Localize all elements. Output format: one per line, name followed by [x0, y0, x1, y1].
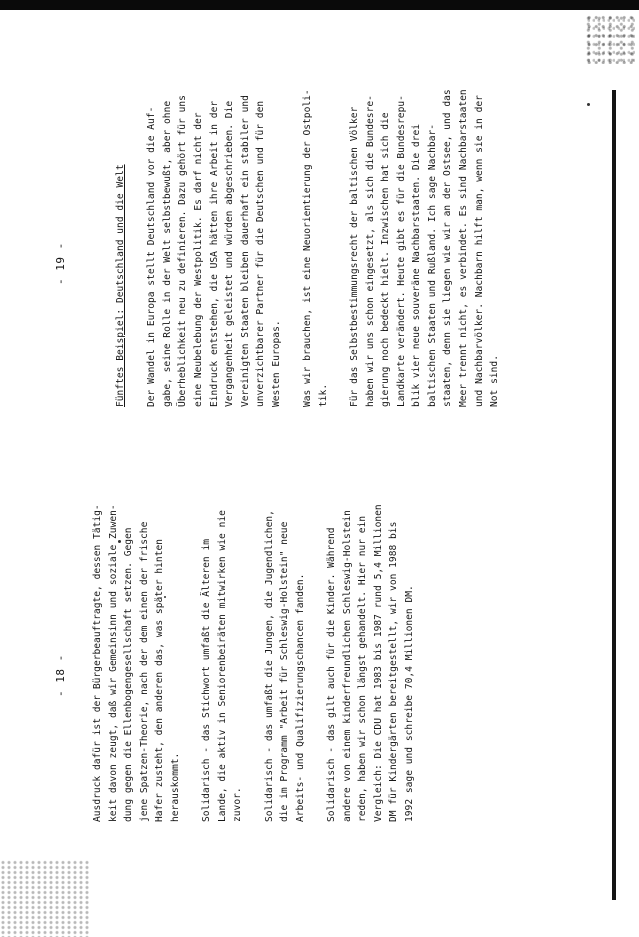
text-line: blik vier neue souveräne Nachbarstaaten. Die drei	[411, 123, 423, 407]
text-line: DM für Kindergärten bereitgestellt, wir von 1988 bis	[388, 521, 400, 822]
text-line: baltischen Staaten und Rußland. Ich sage Nachbar-	[426, 123, 438, 407]
text-line: reden, haben wir schon längst gehandelt. Hier nur ein	[357, 515, 369, 822]
right-paragraph-2	[300, 89, 331, 407]
text-line: Solidarisch - das Stichwort umfaßt die Älteren im	[201, 538, 213, 822]
text-line: Ausdruck dafür ist der Bürgerbeauftragte, dessen Tätig-	[92, 504, 103, 822]
text-line: zuvor.	[232, 787, 244, 822]
text-line: eine Neubelebung der Westpolitik. Es darf nicht der	[192, 112, 204, 407]
section-heading: Fünftes Beispiel: Deutschland und die Welt	[115, 164, 126, 407]
text-line: Solidarisch - das gilt auch für die Kinder. Während	[325, 527, 337, 822]
text-line: Hafer zusteht, den anderen das, was später hinten	[154, 538, 166, 822]
text-line: tik.	[317, 383, 329, 407]
right-paragraph-3	[347, 89, 503, 407]
text-line: unverzichtbarer Partner für die Deutschen und für den	[255, 100, 267, 407]
left-paragraph-1	[90, 504, 184, 822]
text-line: Westen Europas.	[270, 320, 282, 407]
text-line: Arbeits- und Qualifizierungschancen fanden.	[294, 573, 306, 822]
text-line: andere von einem kinderfreundlichen Schleswig-Holstein	[341, 510, 353, 822]
text-line: gabe, seine Rolle in der Welt selbstbewußt, aber ohne	[161, 100, 173, 407]
text-line: 1992 sage und schreibe 70,4 Millionen DM.	[403, 585, 415, 822]
right-paragraph-1	[144, 89, 284, 407]
text-line: Eindruck entstehen, die USA hätten ihre Arbeit in der	[208, 100, 220, 407]
text-line: Vergleich: Die CDU hat 1983 bis 1987 rund 5,4 Millionen	[372, 504, 384, 822]
text-line: jene Spatzen-Theorie, nach der dem einen der frische	[138, 521, 150, 822]
text-line: staaten, denn sie liegen wie wir an der Ostsee, und das	[442, 89, 454, 407]
left-paragraph-2	[199, 504, 246, 822]
text-line: herauskommt.	[169, 752, 181, 822]
right-page-body	[113, 89, 518, 407]
text-line: keit davon zeugt, daß wir Gemeinsinn und soziale Zuwen-	[107, 504, 119, 822]
text-line: Der Wandel in Europa stellt Deutschland vor die Auf-	[146, 106, 158, 407]
text-line: haben wir uns schon eingesetzt, als sich die Bundesre-	[364, 95, 376, 407]
text-line: Not sind.	[489, 355, 501, 407]
left-paragraph-3	[262, 504, 309, 822]
text-line: gierung noch bedeckt hielt. Inzwischen hat sich die	[380, 112, 392, 407]
text-line: Solidarisch - das umfaßt die Jungen, die Jugendlichen,	[263, 510, 275, 822]
left-page-body	[90, 504, 433, 822]
text-line: Was wir brauchen, ist eine Neuorientierung der Ostpoli-	[302, 89, 314, 407]
text-line: Überheblichkeit neu zu definieren. Dazu gehört für uns	[177, 95, 189, 407]
text-line: Lande, die aktiv in Seniorenbeiräten mitwirken wie nie	[216, 510, 228, 822]
left-paragraph-4	[324, 504, 418, 822]
page-number-left: - 18 -	[54, 654, 67, 697]
text-line: die im Programm "Arbeit für Schleswig-Holstein" neue	[279, 521, 291, 822]
page-number-right: - 19 -	[54, 242, 67, 285]
text-line: Meer trennt nicht, es verbindet. Es sind Nachbarstaaten	[458, 89, 470, 407]
text-line: Landkarte verändert. Heute gibt es für die Bundesrepu-	[395, 95, 407, 407]
text-line: Vergangenheit geleistet und würden abgeschrieben. Die	[224, 100, 236, 407]
text-line: und Nachbarvölker. Nachbarn hilft man, wenn sie in der	[473, 95, 485, 407]
text-line: dung gegen die Ellenbogengesellschaft setzen. Gegen	[123, 527, 135, 822]
text-line: Für das Selbstbestimmungsrecht der baltischen Völker	[348, 106, 360, 407]
text-line: Vereinigten Staaten bleiben dauerhaft ein stabiler und	[239, 95, 251, 407]
